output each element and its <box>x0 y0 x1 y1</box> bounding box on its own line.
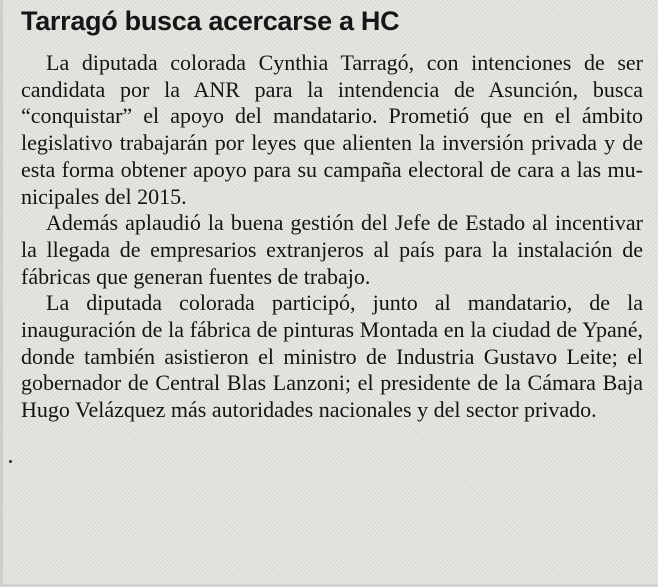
article-paragraph-3: La diputada colorada participó, junto al mandatario, de la inauguración de la fábrica de pinturas Montada en la ciudad de Ypané, donde también asistieron el ministro de Industria Gustavo Leite; el gobernador de Central Blas Lanzoni; el presidente de la Cámara Baja Hugo Velázquez más autoridades nacionales y del sector privado. <box>21 290 643 423</box>
article-body <box>21 50 643 424</box>
article-paragraph-2: Además aplaudió la buena gestión del Jefe de Estado al incentivar la llegada de empresarios extranjeros al país para la instalación de fábricas que generan fuentes de trabajo. <box>21 210 643 289</box>
article-headline: Tarragó busca acercarse a HC <box>21 6 400 36</box>
article-paragraph-1: La diputada colorada Cynthia Tarragó, con intenciones de ser candidata por la ANR para la intendencia de Asunción, busca “conquistar” el apoyo del mandatario. Prometió que en el ámbito legislativo trabajarán por leyes que alienten la inversión privada y de esta forma obtener apoyo para su campaña electoral de cara a las municipales del 2015. <box>21 50 643 209</box>
print-speck <box>9 460 12 463</box>
